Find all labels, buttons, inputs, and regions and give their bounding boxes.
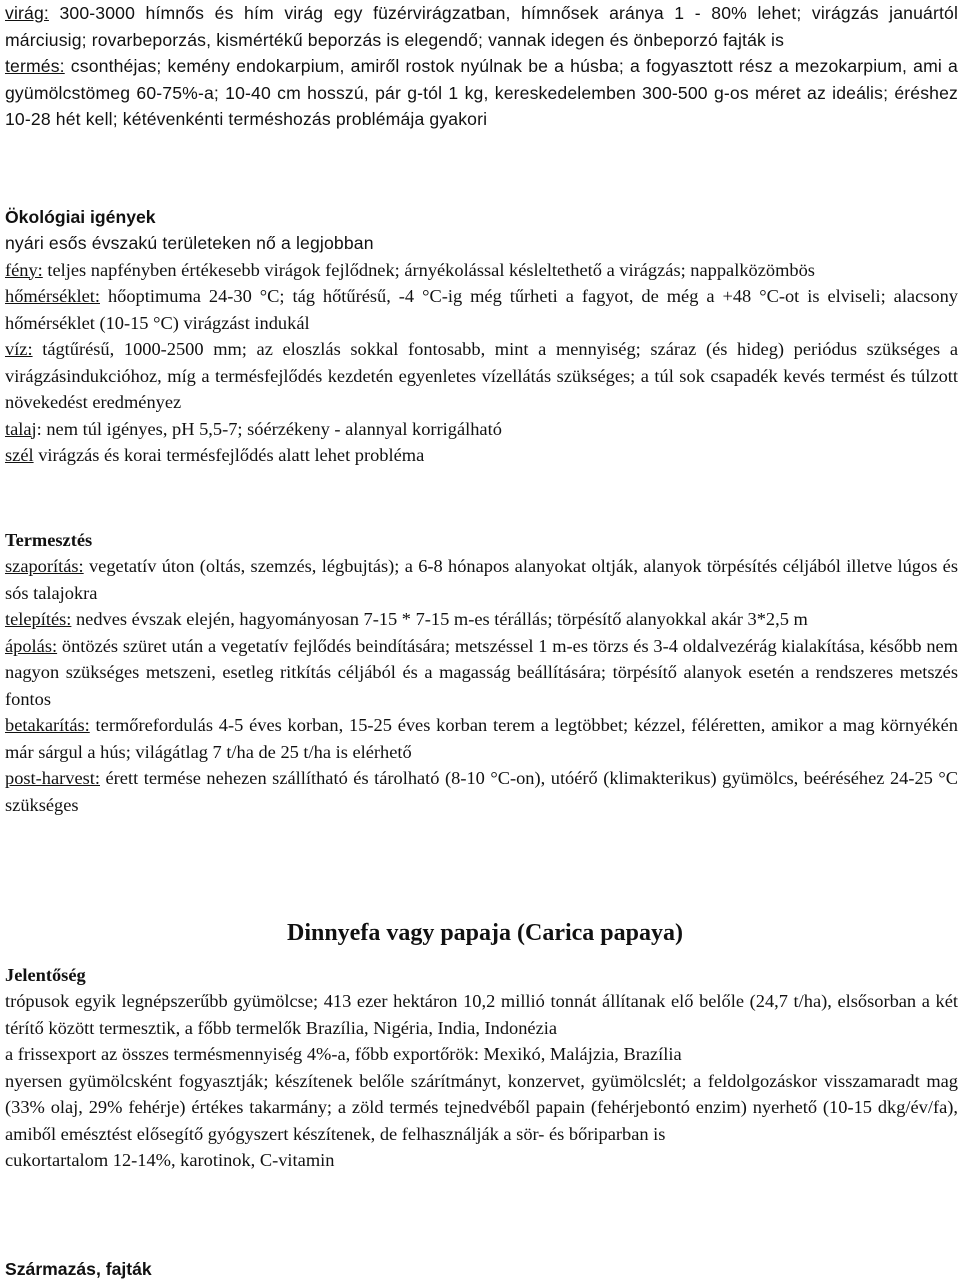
papaya-paragraph-3: nyersen gyümölcsként fogyasztják; készítenek belőle szárítmányt, konzervet, gyümölcslét; a feldolgozáskor visszamaradt mag (33% olaj, 29% fehérje) értékes takarmány; a zöld termés tejnedvéből papain (fehérjebontó enzim) nyerhető (10-15 dkg/év/fa), amiből emésztést elősegítő gyógyszert készítenek, de felhasználják a sör- és bőriparban is	[5, 1070, 958, 1144]
szaporitas-text: vegetatív úton (oltás, szemzés, légbujtás); a 6-8 hónapos alanyokat oltják, alanyok törpésítés céljából illetve lúgos és sós talajokra	[5, 556, 958, 603]
temperature-paragraph	[5, 283, 958, 336]
planting-paragraph	[5, 606, 958, 633]
virag-label: virág:	[5, 3, 49, 23]
apolas-label: ápolás:	[5, 635, 58, 656]
homerseklet-text: hőoptimuma 24-30 °C; tág hőtűrésű, -4 °C-ig még tűrheti a fagyot, de még a +48 °C-ot is elviseli; alacsony hőmérséklet (10-15 °C) virágzást indukál	[5, 286, 958, 333]
szel-label: szél	[5, 445, 34, 465]
virag-text: 300-3000 hímnős és hím virág egy füzérvirágzatban, hímnősek aránya 1 - 80% lehet; virágzás januártól márciusig; rovarbeporzás, kismértékű beporzás is elegendő; vannak idegen és önbeporzó fajták is	[5, 3, 958, 50]
telepites-text: nedves évszak elején, hagyományosan 7-15 * 7-15 m-es térállás; törpésítő alanyokkal akár 3*2,5 m	[71, 609, 808, 629]
light-paragraph	[5, 257, 958, 284]
feny-label: fény:	[5, 259, 43, 280]
szel-text: virágzás és korai termésfejlődés alatt lehet probléma	[33, 445, 425, 465]
postharvest-label: post-harvest:	[5, 768, 100, 788]
papaya-title: Dinnyefa vagy papaja (Carica papaya)	[286, 920, 683, 946]
betakaritas-text: termőrefordulás 4-5 éves korban, 15-25 éves korban terem a legtöbbet; kézzel, féléretten, amikor a mag környékén már sárgul a hús; világátlag 7 t/ha de 25 t/ha is elérhető	[5, 715, 958, 762]
homerseklet-label: hőmérséklet:	[5, 286, 100, 306]
significance-heading: Jelentőség	[5, 965, 86, 985]
ecology-section	[5, 204, 958, 469]
termes-label: termés:	[5, 56, 65, 76]
cultivation-heading: Termesztés	[5, 530, 93, 550]
szaporitas-label: szaporítás:	[5, 556, 84, 576]
papaya-section	[5, 962, 958, 1174]
care-paragraph	[5, 633, 958, 713]
ecology-intro: nyári esős évszakú területeken nő a legjobban	[5, 233, 374, 253]
fruit-paragraph	[5, 53, 958, 133]
soil-paragraph	[5, 416, 958, 443]
talaj-text: : nem túl igényes, pH 5,5-7; sóérzékeny - alannyal korrigálható	[36, 418, 502, 439]
papaya-paragraph-2: a frissexport az összes termésmennyiség 4%-a, főbb exportőrök: Mexikó, Malájzia, Brazília	[5, 1044, 682, 1064]
harvest-paragraph	[5, 712, 958, 765]
viz-label: víz:	[5, 339, 33, 359]
flower-paragraph	[5, 0, 958, 53]
ecology-heading: Ökológiai igények	[5, 207, 156, 227]
water-paragraph	[5, 336, 958, 416]
talaj-label: talaj	[5, 418, 37, 439]
wind-paragraph	[5, 442, 958, 469]
feny-text: teljes napfényben értékesebb virágok fejlődnek; árnyékolással késleltethető a virágzás; nappalközömbös	[42, 259, 815, 280]
papaya-paragraph-1: trópusok egyik legnépszerűbb gyümölcse; 413 ezer hektáron 10,2 millió tonnát állítanak elő belőle (24,7 t/ha), elsősorban a két térítő között termesztik, a főbb termelők Brazília, Nigéria, India, Indonézia	[5, 991, 958, 1038]
betakaritas-label: betakarítás:	[5, 715, 90, 735]
origin-section	[5, 1256, 958, 1282]
papaya-paragraph-4: cukortartalom 12-14%, karotinok, C-vitamin	[5, 1150, 335, 1170]
origin-heading: Származás, fajták	[5, 1259, 152, 1279]
propagation-paragraph	[5, 553, 958, 606]
postharvest-paragraph	[5, 765, 958, 818]
flower-fruit-section	[5, 0, 958, 133]
telepites-label: telepítés:	[5, 609, 72, 629]
postharvest-text: érett termése nehezen szállítható és tárolható (8-10 °C-on), utóérő (klimakterikus) gyümölcs, beéréséhez 24-25 °C szükséges	[5, 768, 958, 815]
viz-text: tágtűrésű, 1000-2500 mm; az eloszlás sokkal fontosabb, mint a mennyiség; száraz (és hideg) periódus szükséges a virágzásindukcióhoz, míg a termésfejlődés kezdetén egyenletes vízellátás szükséges; a túl sok csapadék kevés termést és túlzott növekedést eredményez	[5, 339, 958, 412]
termes-text: csonthéjas; kemény endokarpium, amiről rostok nyúlnak be a húsba; a fogyasztott rész a mezokarpium, ami a gyümölcstömeg 60-75%-a; 10-40 cm hosszú, pár g-tól 1 kg, kereskedelemben 300-500 g-os méret az ideális; éréshez 10-28 hét kell; kétévenkénti terméshozás problémája gyakori	[5, 56, 958, 129]
apolas-text: öntözés szüret után a vegetatív fejlődés beindítására; metszéssel 1 m-es törzs és 3-4 oldalvezérág kialakítása, később nem nagyon szükséges metszeni, esetleg ritkítás céljából és a magasság beállítására; törpésítő alanyok esetén a rendszeres metszés fontos	[5, 635, 958, 709]
cultivation-section	[5, 527, 958, 818]
